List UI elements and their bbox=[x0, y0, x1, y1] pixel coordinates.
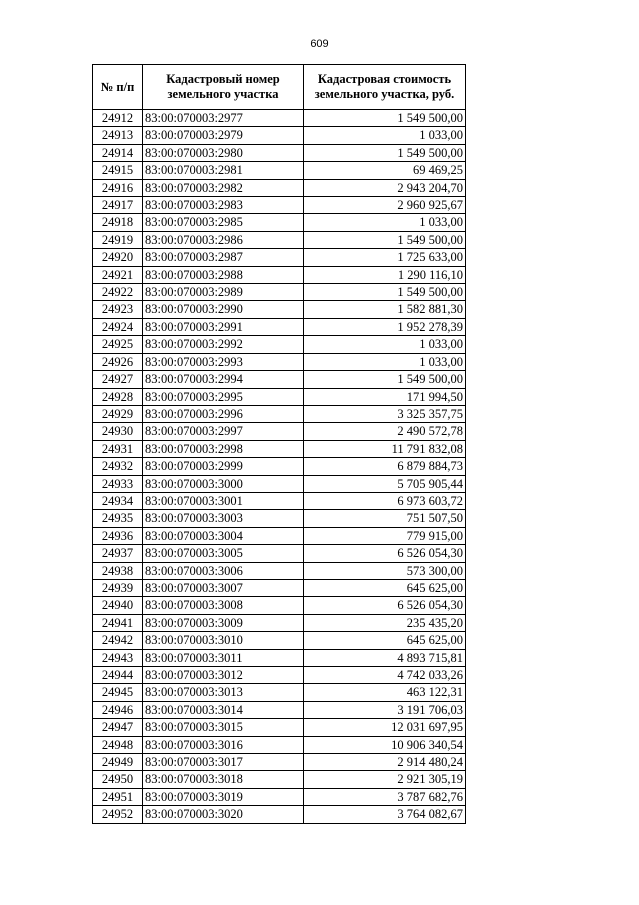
header-row bbox=[93, 65, 466, 110]
cell-row-number: 24943 bbox=[93, 649, 143, 666]
cell-cadastral-value: 4 742 033,26 bbox=[304, 667, 466, 684]
cell-row-number: 24946 bbox=[93, 701, 143, 718]
cell-cadastral-value: 3 325 357,75 bbox=[304, 405, 466, 422]
table-row bbox=[93, 771, 466, 788]
cell-cadastral-number: 83:00:070003:3020 bbox=[143, 806, 304, 823]
cell-cadastral-number: 83:00:070003:2993 bbox=[143, 353, 304, 370]
cell-cadastral-number: 83:00:070003:2995 bbox=[143, 388, 304, 405]
cell-cadastral-value: 6 973 603,72 bbox=[304, 492, 466, 509]
cell-cadastral-number: 83:00:070003:2985 bbox=[143, 214, 304, 231]
cell-cadastral-value: 5 705 905,44 bbox=[304, 475, 466, 492]
cell-row-number: 24940 bbox=[93, 597, 143, 614]
table-row bbox=[93, 231, 466, 248]
table-row bbox=[93, 701, 466, 718]
table-body bbox=[93, 110, 466, 824]
cell-cadastral-number: 83:00:070003:3019 bbox=[143, 788, 304, 805]
table-row bbox=[93, 214, 466, 231]
table-row bbox=[93, 249, 466, 266]
cell-cadastral-value: 463 122,31 bbox=[304, 684, 466, 701]
cell-cadastral-value: 1 033,00 bbox=[304, 336, 466, 353]
cell-cadastral-value: 1 549 500,00 bbox=[304, 284, 466, 301]
cell-row-number: 24950 bbox=[93, 771, 143, 788]
cell-cadastral-number: 83:00:070003:3011 bbox=[143, 649, 304, 666]
header-row-number: № п/п bbox=[93, 65, 143, 110]
table-row bbox=[93, 545, 466, 562]
table-row bbox=[93, 527, 466, 544]
cell-cadastral-number: 83:00:070003:3005 bbox=[143, 545, 304, 562]
table-row bbox=[93, 284, 466, 301]
table-row bbox=[93, 405, 466, 422]
table-row bbox=[93, 597, 466, 614]
cell-row-number: 24935 bbox=[93, 510, 143, 527]
cell-cadastral-number: 83:00:070003:2991 bbox=[143, 318, 304, 335]
table-row bbox=[93, 301, 466, 318]
table-row bbox=[93, 127, 466, 144]
cell-row-number: 24927 bbox=[93, 371, 143, 388]
table-row bbox=[93, 562, 466, 579]
cell-cadastral-number: 83:00:070003:3007 bbox=[143, 579, 304, 596]
table-row bbox=[93, 684, 466, 701]
page-number: 609 bbox=[310, 38, 329, 50]
cell-cadastral-number: 83:00:070003:3017 bbox=[143, 754, 304, 771]
cell-row-number: 24925 bbox=[93, 336, 143, 353]
table-row bbox=[93, 144, 466, 161]
cell-cadastral-number: 83:00:070003:2990 bbox=[143, 301, 304, 318]
table-row bbox=[93, 736, 466, 753]
cell-cadastral-number: 83:00:070003:3014 bbox=[143, 701, 304, 718]
cell-cadastral-number: 83:00:070003:2989 bbox=[143, 284, 304, 301]
cell-cadastral-value: 1 549 500,00 bbox=[304, 144, 466, 161]
cell-cadastral-number: 83:00:070003:2977 bbox=[143, 110, 304, 127]
cell-cadastral-value: 1 952 278,39 bbox=[304, 318, 466, 335]
cell-cadastral-number: 83:00:070003:3010 bbox=[143, 632, 304, 649]
cell-cadastral-value: 1 549 500,00 bbox=[304, 231, 466, 248]
table-row bbox=[93, 475, 466, 492]
cell-row-number: 24918 bbox=[93, 214, 143, 231]
cell-cadastral-value: 171 994,50 bbox=[304, 388, 466, 405]
cell-row-number: 24931 bbox=[93, 440, 143, 457]
cell-cadastral-value: 6 526 054,30 bbox=[304, 545, 466, 562]
cell-cadastral-number: 83:00:070003:2983 bbox=[143, 197, 304, 214]
cell-cadastral-value: 1 033,00 bbox=[304, 214, 466, 231]
table-row bbox=[93, 110, 466, 127]
cell-row-number: 24938 bbox=[93, 562, 143, 579]
cell-cadastral-number: 83:00:070003:3003 bbox=[143, 510, 304, 527]
table-row bbox=[93, 788, 466, 805]
cell-cadastral-value: 645 625,00 bbox=[304, 579, 466, 596]
cell-cadastral-value: 6 879 884,73 bbox=[304, 458, 466, 475]
table-row bbox=[93, 667, 466, 684]
table-row bbox=[93, 371, 466, 388]
cell-row-number: 24936 bbox=[93, 527, 143, 544]
cell-row-number: 24933 bbox=[93, 475, 143, 492]
cell-cadastral-value: 11 791 832,08 bbox=[304, 440, 466, 457]
cell-row-number: 24941 bbox=[93, 614, 143, 631]
table-row bbox=[93, 649, 466, 666]
cell-row-number: 24921 bbox=[93, 266, 143, 283]
cell-row-number: 24926 bbox=[93, 353, 143, 370]
cell-cadastral-value: 1 725 633,00 bbox=[304, 249, 466, 266]
cell-cadastral-number: 83:00:070003:2979 bbox=[143, 127, 304, 144]
cell-cadastral-value: 1 290 116,10 bbox=[304, 266, 466, 283]
cell-cadastral-value: 6 526 054,30 bbox=[304, 597, 466, 614]
cell-cadastral-number: 83:00:070003:2999 bbox=[143, 458, 304, 475]
cell-cadastral-value: 12 031 697,95 bbox=[304, 719, 466, 736]
cell-cadastral-value: 2 914 480,24 bbox=[304, 754, 466, 771]
table-row bbox=[93, 510, 466, 527]
cell-cadastral-number: 83:00:070003:3004 bbox=[143, 527, 304, 544]
cell-cadastral-number: 83:00:070003:2997 bbox=[143, 423, 304, 440]
cell-cadastral-number: 83:00:070003:3018 bbox=[143, 771, 304, 788]
cell-cadastral-number: 83:00:070003:3008 bbox=[143, 597, 304, 614]
cell-cadastral-number: 83:00:070003:2992 bbox=[143, 336, 304, 353]
cell-cadastral-number: 83:00:070003:3009 bbox=[143, 614, 304, 631]
cell-row-number: 24939 bbox=[93, 579, 143, 596]
cell-row-number: 24929 bbox=[93, 405, 143, 422]
cell-row-number: 24928 bbox=[93, 388, 143, 405]
cell-cadastral-value: 69 469,25 bbox=[304, 162, 466, 179]
table-row bbox=[93, 353, 466, 370]
table-row bbox=[93, 388, 466, 405]
cell-cadastral-value: 1 033,00 bbox=[304, 127, 466, 144]
cell-cadastral-number: 83:00:070003:2981 bbox=[143, 162, 304, 179]
cell-row-number: 24923 bbox=[93, 301, 143, 318]
cadastral-value-table bbox=[92, 64, 466, 824]
cell-cadastral-value: 2 960 925,67 bbox=[304, 197, 466, 214]
cell-cadastral-number: 83:00:070003:3012 bbox=[143, 667, 304, 684]
cell-cadastral-number: 83:00:070003:2982 bbox=[143, 179, 304, 196]
table-row bbox=[93, 754, 466, 771]
cell-cadastral-number: 83:00:070003:2980 bbox=[143, 144, 304, 161]
table-row bbox=[93, 162, 466, 179]
cell-cadastral-value: 1 033,00 bbox=[304, 353, 466, 370]
cell-row-number: 24919 bbox=[93, 231, 143, 248]
cell-row-number: 24914 bbox=[93, 144, 143, 161]
table-row bbox=[93, 719, 466, 736]
cell-cadastral-number: 83:00:070003:3000 bbox=[143, 475, 304, 492]
cell-cadastral-number: 83:00:070003:2996 bbox=[143, 405, 304, 422]
cell-row-number: 24913 bbox=[93, 127, 143, 144]
cell-cadastral-number: 83:00:070003:3001 bbox=[143, 492, 304, 509]
cell-row-number: 24920 bbox=[93, 249, 143, 266]
cell-cadastral-value: 1 549 500,00 bbox=[304, 110, 466, 127]
cell-cadastral-value: 779 915,00 bbox=[304, 527, 466, 544]
cell-cadastral-number: 83:00:070003:2988 bbox=[143, 266, 304, 283]
cell-row-number: 24937 bbox=[93, 545, 143, 562]
cell-cadastral-number: 83:00:070003:2998 bbox=[143, 440, 304, 457]
cell-row-number: 24934 bbox=[93, 492, 143, 509]
cell-row-number: 24951 bbox=[93, 788, 143, 805]
cell-cadastral-value: 235 435,20 bbox=[304, 614, 466, 631]
cell-row-number: 24916 bbox=[93, 179, 143, 196]
cell-row-number: 24949 bbox=[93, 754, 143, 771]
table-row bbox=[93, 614, 466, 631]
table-row bbox=[93, 806, 466, 823]
cell-row-number: 24932 bbox=[93, 458, 143, 475]
cell-row-number: 24924 bbox=[93, 318, 143, 335]
cell-row-number: 24947 bbox=[93, 719, 143, 736]
table-row bbox=[93, 632, 466, 649]
cell-cadastral-value: 751 507,50 bbox=[304, 510, 466, 527]
table-row bbox=[93, 266, 466, 283]
cell-cadastral-value: 1 582 881,30 bbox=[304, 301, 466, 318]
table-header bbox=[93, 65, 466, 110]
cell-row-number: 24944 bbox=[93, 667, 143, 684]
cell-cadastral-number: 83:00:070003:2994 bbox=[143, 371, 304, 388]
table-row bbox=[93, 492, 466, 509]
cell-cadastral-number: 83:00:070003:3015 bbox=[143, 719, 304, 736]
table-row bbox=[93, 458, 466, 475]
table-row bbox=[93, 197, 466, 214]
header-cadastral-number: Кадастровый номер земельного участка bbox=[143, 65, 304, 110]
cell-cadastral-value: 573 300,00 bbox=[304, 562, 466, 579]
cell-row-number: 24945 bbox=[93, 684, 143, 701]
table-row bbox=[93, 336, 466, 353]
cell-cadastral-value: 10 906 340,54 bbox=[304, 736, 466, 753]
cell-cadastral-value: 2 921 305,19 bbox=[304, 771, 466, 788]
cell-row-number: 24952 bbox=[93, 806, 143, 823]
table-row bbox=[93, 423, 466, 440]
cell-cadastral-number: 83:00:070003:2986 bbox=[143, 231, 304, 248]
cell-row-number: 24930 bbox=[93, 423, 143, 440]
cell-row-number: 24912 bbox=[93, 110, 143, 127]
cell-row-number: 24922 bbox=[93, 284, 143, 301]
table-row bbox=[93, 318, 466, 335]
cell-cadastral-number: 83:00:070003:2987 bbox=[143, 249, 304, 266]
cell-row-number: 24942 bbox=[93, 632, 143, 649]
cell-cadastral-number: 83:00:070003:3013 bbox=[143, 684, 304, 701]
cell-row-number: 24915 bbox=[93, 162, 143, 179]
table-row bbox=[93, 440, 466, 457]
cell-cadastral-number: 83:00:070003:3016 bbox=[143, 736, 304, 753]
cell-cadastral-value: 1 549 500,00 bbox=[304, 371, 466, 388]
cell-cadastral-value: 3 191 706,03 bbox=[304, 701, 466, 718]
table-row bbox=[93, 579, 466, 596]
cell-cadastral-value: 4 893 715,81 bbox=[304, 649, 466, 666]
cell-cadastral-value: 3 764 082,67 bbox=[304, 806, 466, 823]
cell-cadastral-value: 2 943 204,70 bbox=[304, 179, 466, 196]
cell-row-number: 24948 bbox=[93, 736, 143, 753]
table-row bbox=[93, 179, 466, 196]
cell-cadastral-value: 645 625,00 bbox=[304, 632, 466, 649]
cell-row-number: 24917 bbox=[93, 197, 143, 214]
cell-cadastral-number: 83:00:070003:3006 bbox=[143, 562, 304, 579]
cell-cadastral-value: 3 787 682,76 bbox=[304, 788, 466, 805]
cell-cadastral-value: 2 490 572,78 bbox=[304, 423, 466, 440]
header-cadastral-value: Кадастровая стоимость земельного участка, руб. bbox=[304, 65, 466, 110]
